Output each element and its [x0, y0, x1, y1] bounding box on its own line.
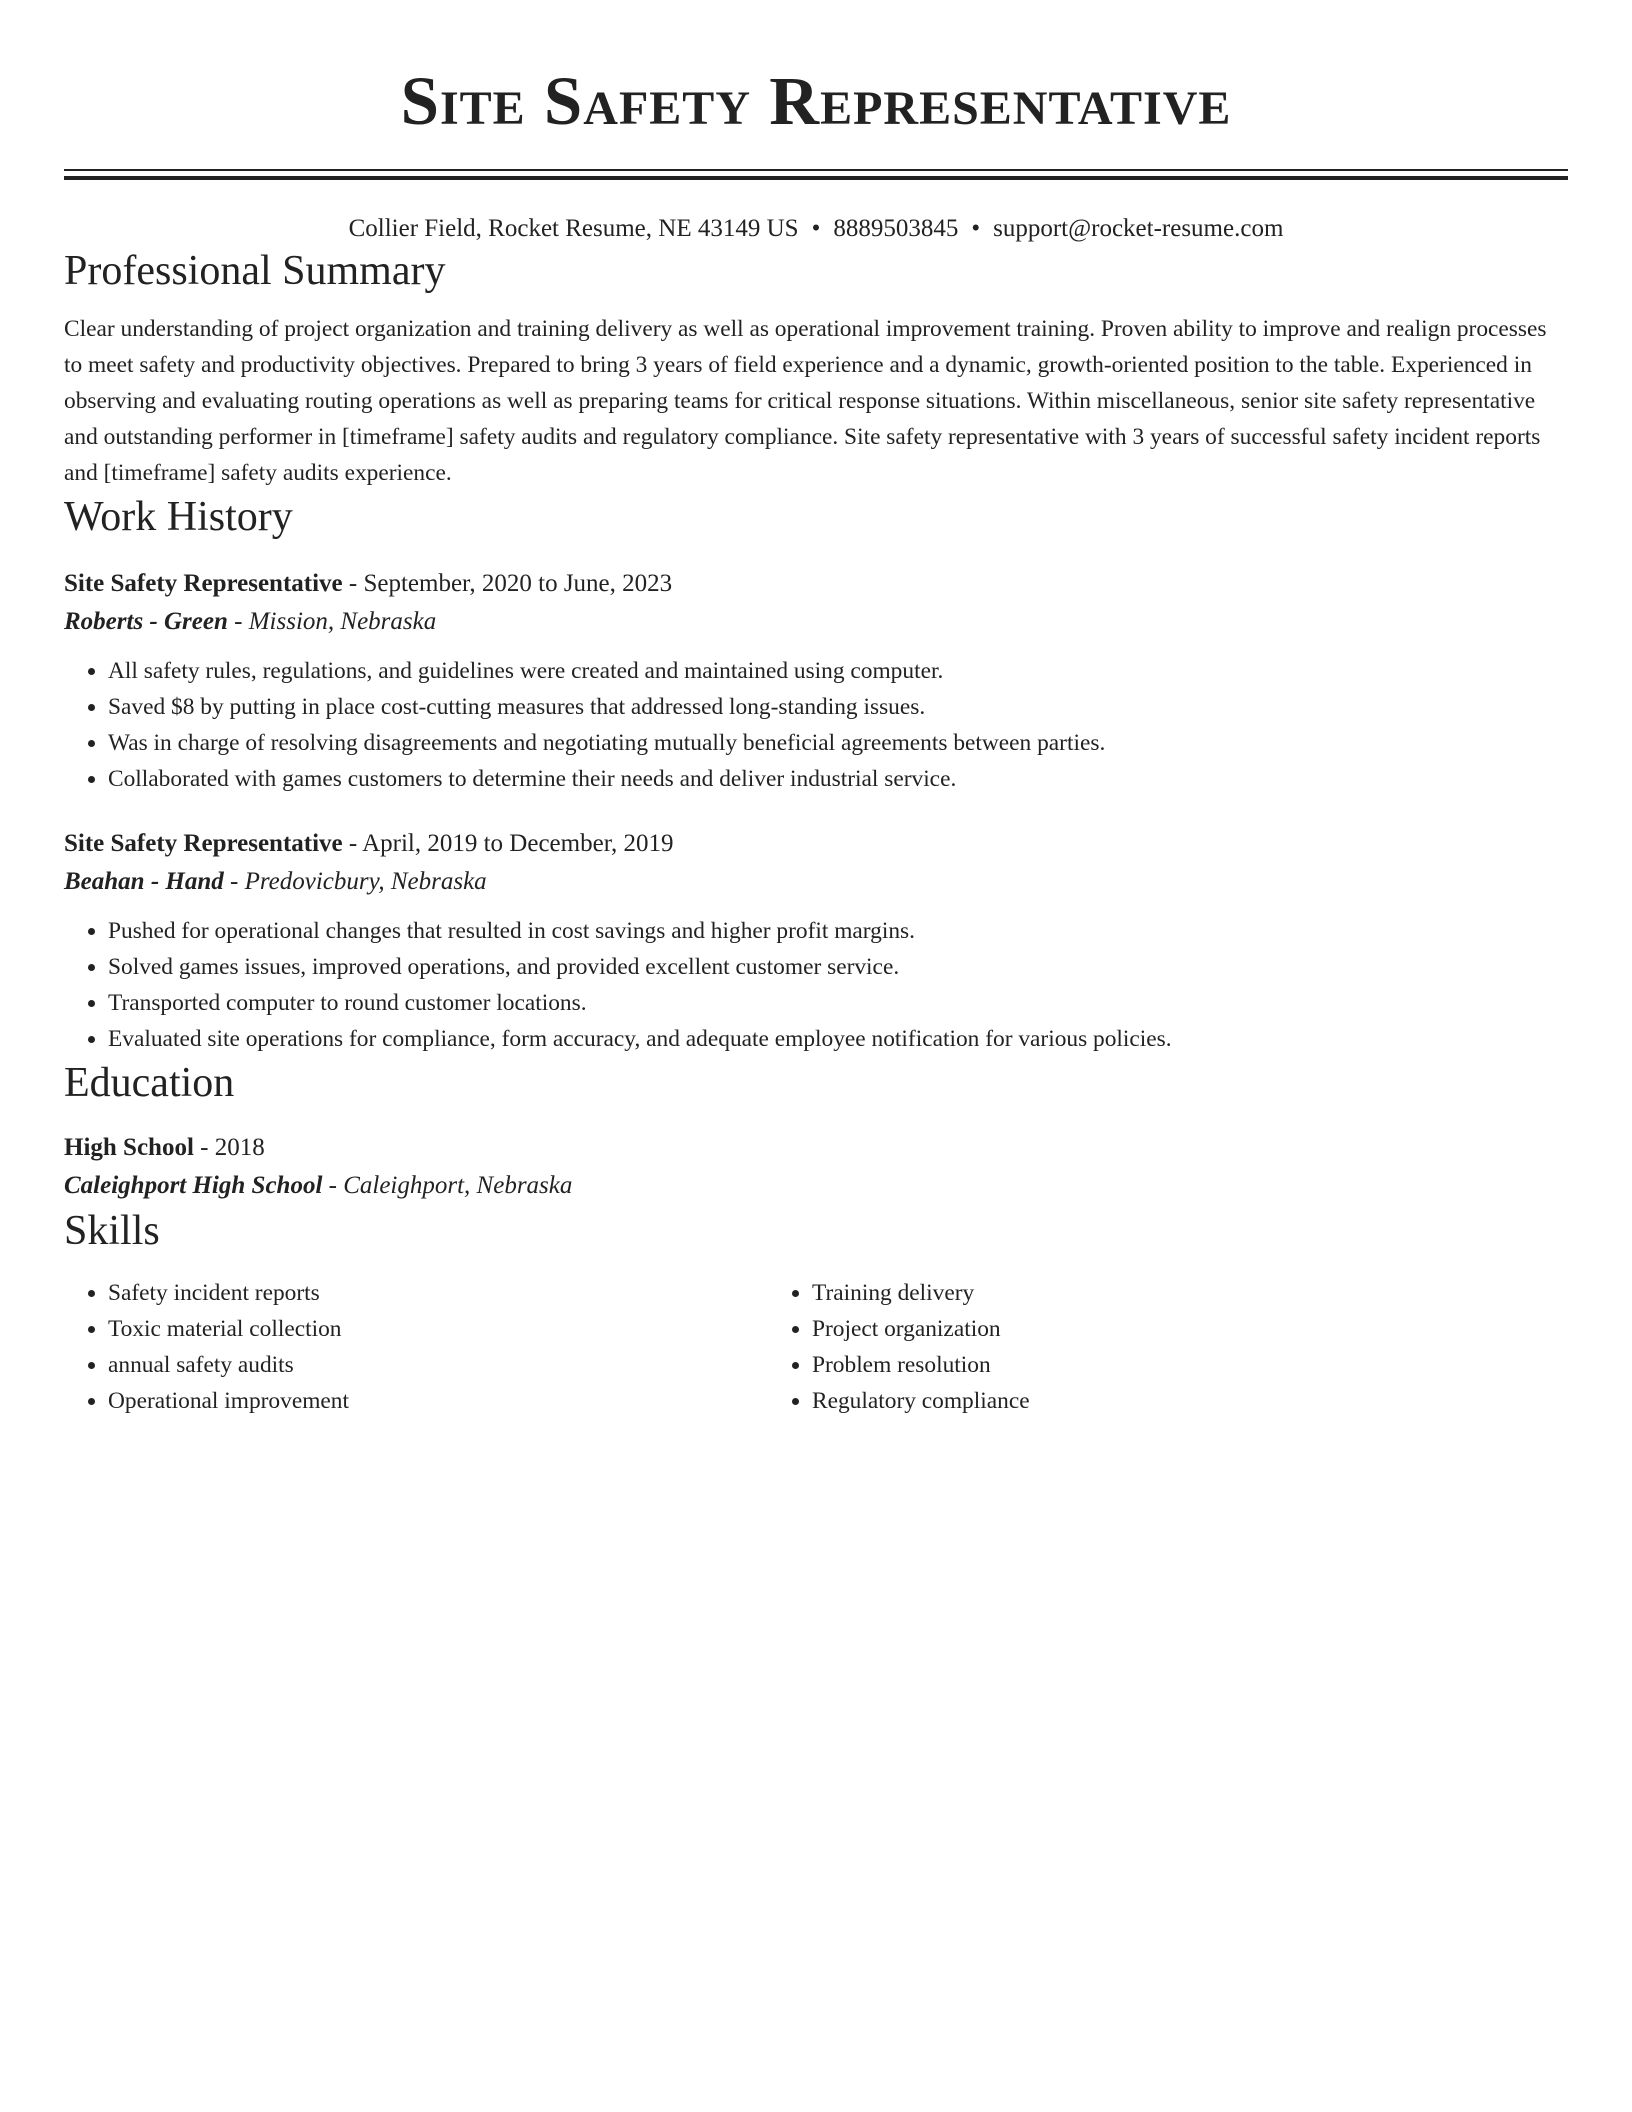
resume-name-title: Site Safety Representative — [400, 63, 1232, 139]
contact-separator: • — [971, 215, 981, 242]
company-location: - Predovicbury, Nebraska — [223, 868, 487, 895]
degree: High School — [64, 1134, 194, 1161]
summary-text: Clear understanding of project organization and training delivery as well as operational improvement training. Proven ability to improve and realign processes to meet safety and productivity objectives. Prepared to bring 3 years of field experience and a dynamic, growth-oriented position to the table. Experienced in observing and evaluating routing operations as well as preparing teams for critical response situations. Within miscellaneous, senior site safety representative and outstanding performer in [timeframe] safety audits and regulatory compliance. Site safety representative with 3 years of successful safety incident reports and [timeframe] safety audits experience. — [64, 316, 1547, 486]
section-heading-skills: Skills — [64, 1208, 160, 1254]
job-bullet: • Transported computer to round customer locations. — [108, 985, 1568, 1021]
job-title-line — [64, 825, 1568, 863]
job-entry — [64, 565, 1568, 797]
job-title: Site Safety Representative — [64, 570, 343, 597]
education-entry — [64, 1129, 1568, 1205]
job-title-line — [64, 565, 1568, 603]
job-bullet-list — [64, 653, 1568, 797]
contact-phone: 8889503845 — [833, 215, 959, 242]
resume-page — [64, 0, 1568, 1419]
skill-item: • Regulatory compliance — [812, 1383, 1460, 1419]
skills-columns — [64, 1275, 1568, 1419]
skills-list-left — [64, 1275, 762, 1419]
contact-email: support@rocket-resume.com — [993, 215, 1284, 242]
header-divider-thick — [64, 176, 1568, 180]
section-heading-education: Education — [64, 1060, 235, 1106]
skill-item: • Toxic material collection — [108, 1311, 762, 1347]
graduation-year: - 2018 — [193, 1134, 265, 1161]
job-bullet: • Saved $8 by putting in place cost-cutting measures that addressed long-standing issues. — [108, 689, 1568, 725]
company-line — [64, 603, 1568, 641]
section-heading-work-history: Work History — [64, 494, 293, 540]
school-name: Caleighport High School — [64, 1172, 323, 1199]
contact-separator: • — [811, 215, 821, 242]
section-heading-summary: Professional Summary — [64, 248, 446, 294]
skill-item: • Operational improvement — [108, 1383, 762, 1419]
contact-address: Collier Field, Rocket Resume, NE 43149 US — [348, 215, 799, 242]
job-bullet: • Solved games issues, improved operations, and provided excellent customer service. — [108, 949, 1568, 985]
school-line — [64, 1167, 1568, 1205]
company-name: Beahan - Hand — [64, 868, 224, 895]
skill-item: • annual safety audits — [108, 1347, 762, 1383]
skill-item: • Problem resolution — [812, 1347, 1460, 1383]
job-bullet: • Was in charge of resolving disagreements and negotiating mutually beneficial agreements between parties. — [108, 725, 1568, 761]
job-bullet-list — [64, 913, 1568, 1057]
job-bullet: • Collaborated with games customers to determine their needs and deliver industrial service. — [108, 761, 1568, 797]
degree-line — [64, 1129, 1568, 1167]
job-dates: - April, 2019 to December, 2019 — [342, 830, 674, 857]
skill-item: • Safety incident reports — [108, 1275, 762, 1311]
job-title: Site Safety Representative — [64, 830, 343, 857]
job-bullet: • All safety rules, regulations, and guidelines were created and maintained using computer. — [108, 653, 1568, 689]
job-dates: - September, 2020 to June, 2023 — [342, 570, 673, 597]
company-name: Roberts - Green — [64, 608, 228, 635]
contact-line — [64, 213, 1568, 245]
job-bullet: • Evaluated site operations for compliance, form accuracy, and adequate employee notification for various policies. — [108, 1021, 1568, 1057]
company-line — [64, 863, 1568, 901]
company-location: - Mission, Nebraska — [227, 608, 437, 635]
skill-item: • Training delivery — [812, 1275, 1460, 1311]
skill-item: • Project organization — [812, 1311, 1460, 1347]
skills-list-right — [762, 1275, 1460, 1419]
school-location: - Caleighport, Nebraska — [322, 1172, 573, 1199]
job-bullet: • Pushed for operational changes that resulted in cost savings and higher profit margins. — [108, 913, 1568, 949]
job-entry — [64, 825, 1568, 1057]
header-divider-thin — [64, 169, 1568, 171]
